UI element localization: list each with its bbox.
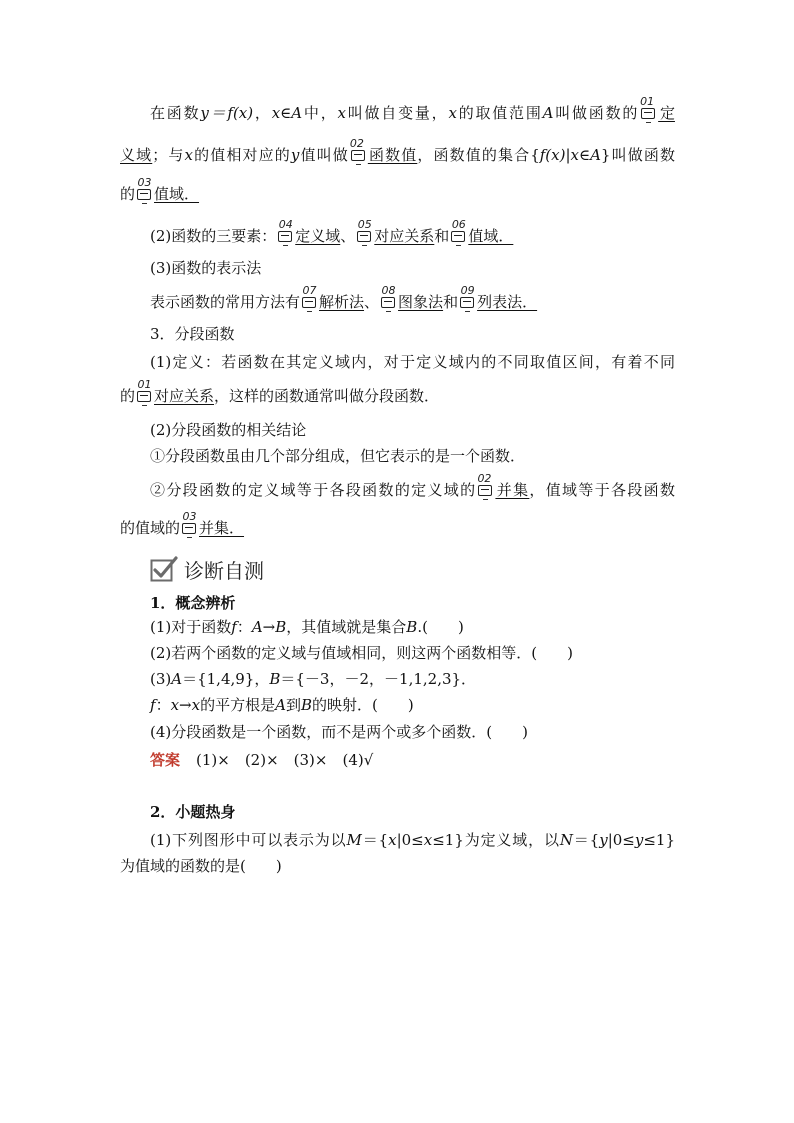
text: → <box>262 618 276 636</box>
blank-number-marker <box>277 218 294 244</box>
text: 和 <box>443 293 459 311</box>
blank-box-icon <box>460 297 474 308</box>
warmup-title <box>150 802 675 822</box>
blank-number-marker <box>640 95 657 121</box>
paragraph-function-definition-line1 <box>150 95 675 123</box>
math-variable: x <box>337 104 346 122</box>
text: 在函数 <box>150 104 201 122</box>
math-variable: B <box>269 670 281 688</box>
text: ： <box>155 696 171 714</box>
tick-mark <box>187 537 192 538</box>
text: 表示函数的常用方法有 <box>150 293 301 311</box>
math-variable: f <box>150 696 156 714</box>
tick-mark <box>283 245 288 246</box>
math-variable: x <box>271 104 281 122</box>
blank-number-marker <box>380 284 397 310</box>
blank-number: 01 <box>137 378 152 391</box>
text: ＝{ <box>572 831 600 849</box>
blank-box-icon <box>137 391 151 402</box>
blank-number: 05 <box>357 218 372 231</box>
math-variable: y <box>634 831 644 849</box>
answer-text: 解析法 <box>319 293 365 311</box>
math-variable: N <box>559 831 573 849</box>
text: 1．概念辨析 <box>150 594 236 612</box>
text: }叫做函数 <box>600 146 675 164</box>
answer-text: 对应关系 <box>154 387 215 405</box>
tick-mark <box>307 311 312 312</box>
text: ＝{－3，－2，－1,1,2,3}． <box>280 670 477 688</box>
blank-box-icon <box>302 297 316 308</box>
question-1-4 <box>150 722 675 742</box>
text: 3．分段函数 <box>150 325 235 343</box>
piecewise-conclusion-2-line2 <box>120 510 675 538</box>
blank-number: 03 <box>182 510 197 523</box>
text: (2)函数的三要素： <box>150 227 277 245</box>
text: (4)分段函数是一个函数，而不是两个或多个函数．( ) <box>150 723 528 741</box>
math-variable: y <box>599 831 608 849</box>
blank-number: 09 <box>460 284 475 297</box>
representation-title <box>150 258 675 278</box>
answer-label: 答案 <box>150 751 181 769</box>
tick-mark <box>362 245 367 246</box>
math-variable: M <box>346 831 362 849</box>
blank-box-icon <box>351 150 365 161</box>
blank-box-icon <box>137 189 151 200</box>
text: 的平方根是 <box>200 696 276 714</box>
text: |0≤ <box>607 831 635 849</box>
text: ： <box>236 618 252 636</box>
blank-number: 06 <box>451 218 466 231</box>
blank-number-marker <box>356 218 373 244</box>
question-2-1-line1 <box>150 830 675 850</box>
math-expression: f(x)|x∈A <box>539 146 601 164</box>
answer-text: 定义域 <box>295 227 341 245</box>
text: ∈ <box>280 104 292 122</box>
text: ，其值域就是集合 <box>286 618 407 636</box>
question-1-2 <box>150 643 675 663</box>
blank-number-marker <box>136 378 153 404</box>
tick-mark <box>483 499 488 500</box>
tick-mark <box>142 405 147 406</box>
text: (2)若两个函数的定义域与值域相同，则这两个函数相等．( ) <box>150 644 573 662</box>
text: ②分段函数的定义域等于各段函数的定义域的 <box>150 481 477 499</box>
answer-text: 函数值 <box>367 146 418 164</box>
text: (3)函数的表示法 <box>150 259 262 277</box>
text: ＝{ <box>361 831 389 849</box>
math-variable: A <box>542 104 554 122</box>
math-variable: x <box>448 104 457 122</box>
math-expression: y＝f(x) <box>200 104 254 122</box>
text: ≤1} <box>643 831 675 849</box>
section-piecewise-title <box>150 324 675 344</box>
text: .( ) <box>417 618 464 636</box>
answer-text: 列表法． <box>477 293 538 311</box>
diagnostic-heading <box>150 555 264 583</box>
tick-mark <box>356 164 361 165</box>
piecewise-definition-line1 <box>150 352 675 372</box>
math-variable: B <box>406 618 418 636</box>
math-variable: B <box>275 618 287 636</box>
blank-number: 01 <box>640 95 655 108</box>
text: 值叫做 <box>299 146 349 164</box>
text: 叫做函数的 <box>553 104 640 122</box>
math-variable: A <box>291 104 303 122</box>
text: → <box>179 696 192 714</box>
text: 的取值范围 <box>456 104 543 122</box>
blank-number: 07 <box>302 284 317 297</box>
paragraph-function-definition-line3 <box>120 176 675 204</box>
math-variable: y <box>290 146 300 164</box>
answer-text: 图象法 <box>398 293 444 311</box>
text: 和 <box>434 227 450 245</box>
text: (3) <box>150 670 172 688</box>
blank-box-icon <box>381 297 395 308</box>
tick-mark <box>456 245 461 246</box>
blank-number-marker <box>349 137 367 163</box>
piecewise-conclusion-1 <box>150 446 675 466</box>
math-variable: x <box>191 696 201 714</box>
math-variable: x <box>184 146 193 164</box>
text: 的值域的 <box>120 519 181 537</box>
text: (1)下列图形中可以表示为以 <box>150 831 347 849</box>
answer-text: 值域． <box>468 227 514 245</box>
answer-text: 并集． <box>199 519 245 537</box>
piecewise-conclusion-2-line1 <box>150 472 675 500</box>
blank-number-marker <box>459 284 476 310</box>
answer-text: 值域． <box>154 185 200 203</box>
piecewise-conclusions-title <box>150 420 675 440</box>
text: 叫做自变量， <box>345 104 449 122</box>
text: 、 <box>340 227 356 245</box>
text: ①分段函数虽由几个部分组成，但它表示的是一个函数． <box>150 447 526 465</box>
question-1-3-line2 <box>150 695 675 715</box>
math-variable: A <box>275 696 286 714</box>
blank-box-icon <box>641 108 655 119</box>
blank-number-marker <box>136 176 153 202</box>
answer-text: 对应关系 <box>374 227 435 245</box>
math-variable: A <box>251 618 263 636</box>
blank-number: 08 <box>381 284 396 297</box>
answer-values: (1)× (2)× (3)× (4)√ <box>196 751 374 769</box>
question-1-3-line1 <box>150 669 675 689</box>
answer-text: 并集 <box>495 481 530 499</box>
question-1-1 <box>150 617 675 637</box>
math-variable: x <box>388 831 397 849</box>
blank-number: 02 <box>477 472 492 485</box>
math-variable: x <box>423 831 433 849</box>
blank-box-icon <box>278 231 292 242</box>
concept-analysis-title <box>150 593 675 613</box>
piecewise-definition-line2 <box>120 378 675 406</box>
text: ≤1}为定义域，以 <box>432 831 560 849</box>
text: 中， <box>302 104 338 122</box>
text: ；与 <box>152 146 185 164</box>
tick-mark <box>646 122 651 123</box>
blank-number: 03 <box>137 176 152 189</box>
answer-text: 定 <box>658 104 675 122</box>
text: (1)定义：若函数在其定义域内，对于定义域内的不同取值区间，有着不同 <box>150 353 675 371</box>
representation-methods-line <box>150 284 675 312</box>
math-variable: x <box>170 696 180 714</box>
text: 的 <box>120 185 136 203</box>
question-2-1-line2 <box>120 856 675 876</box>
text: 2．小题热身 <box>150 803 236 821</box>
blank-box-icon <box>357 231 371 242</box>
text: ， <box>253 104 272 122</box>
text: (2)分段函数的相关结论 <box>150 421 307 439</box>
math-variable: f <box>231 618 237 636</box>
blank-number: 04 <box>278 218 293 231</box>
blank-box-icon <box>478 485 492 496</box>
text: 的值相对应的 <box>192 146 291 164</box>
checkmark-box-icon <box>150 556 178 582</box>
blank-box-icon <box>182 523 196 534</box>
math-variable: A <box>171 670 183 688</box>
text: ＝{1,4,9}， <box>182 670 270 688</box>
answer-line <box>150 750 675 770</box>
blank-number-marker <box>450 218 467 244</box>
tick-mark <box>142 203 147 204</box>
tick-mark <box>386 311 391 312</box>
paragraph-function-definition-line2 <box>120 137 675 165</box>
section-heading-text: 诊断自测 <box>184 558 264 583</box>
math-variable: B <box>300 696 312 714</box>
blank-number-marker <box>301 284 318 310</box>
blank-number-marker <box>477 472 494 498</box>
text: ，函数值的集合{ <box>417 146 540 164</box>
text: 的 <box>120 387 136 405</box>
text: 的映射．( ) <box>312 696 414 714</box>
text: |0≤ <box>396 831 424 849</box>
text: ，值域等于各段函数 <box>529 481 675 499</box>
text: 为值域的函数的是( ) <box>120 857 282 875</box>
blank-box-icon <box>451 231 465 242</box>
text: (1)对于函数 <box>150 618 232 636</box>
answer-text: 义域 <box>120 146 153 164</box>
text: 、 <box>364 293 380 311</box>
text: ，这样的函数通常叫做分段函数． <box>214 387 440 405</box>
three-elements-line <box>150 218 675 246</box>
blank-number: 02 <box>349 137 364 150</box>
blank-number-marker <box>181 510 198 536</box>
tick-mark <box>465 311 470 312</box>
text: 到 <box>285 696 301 714</box>
